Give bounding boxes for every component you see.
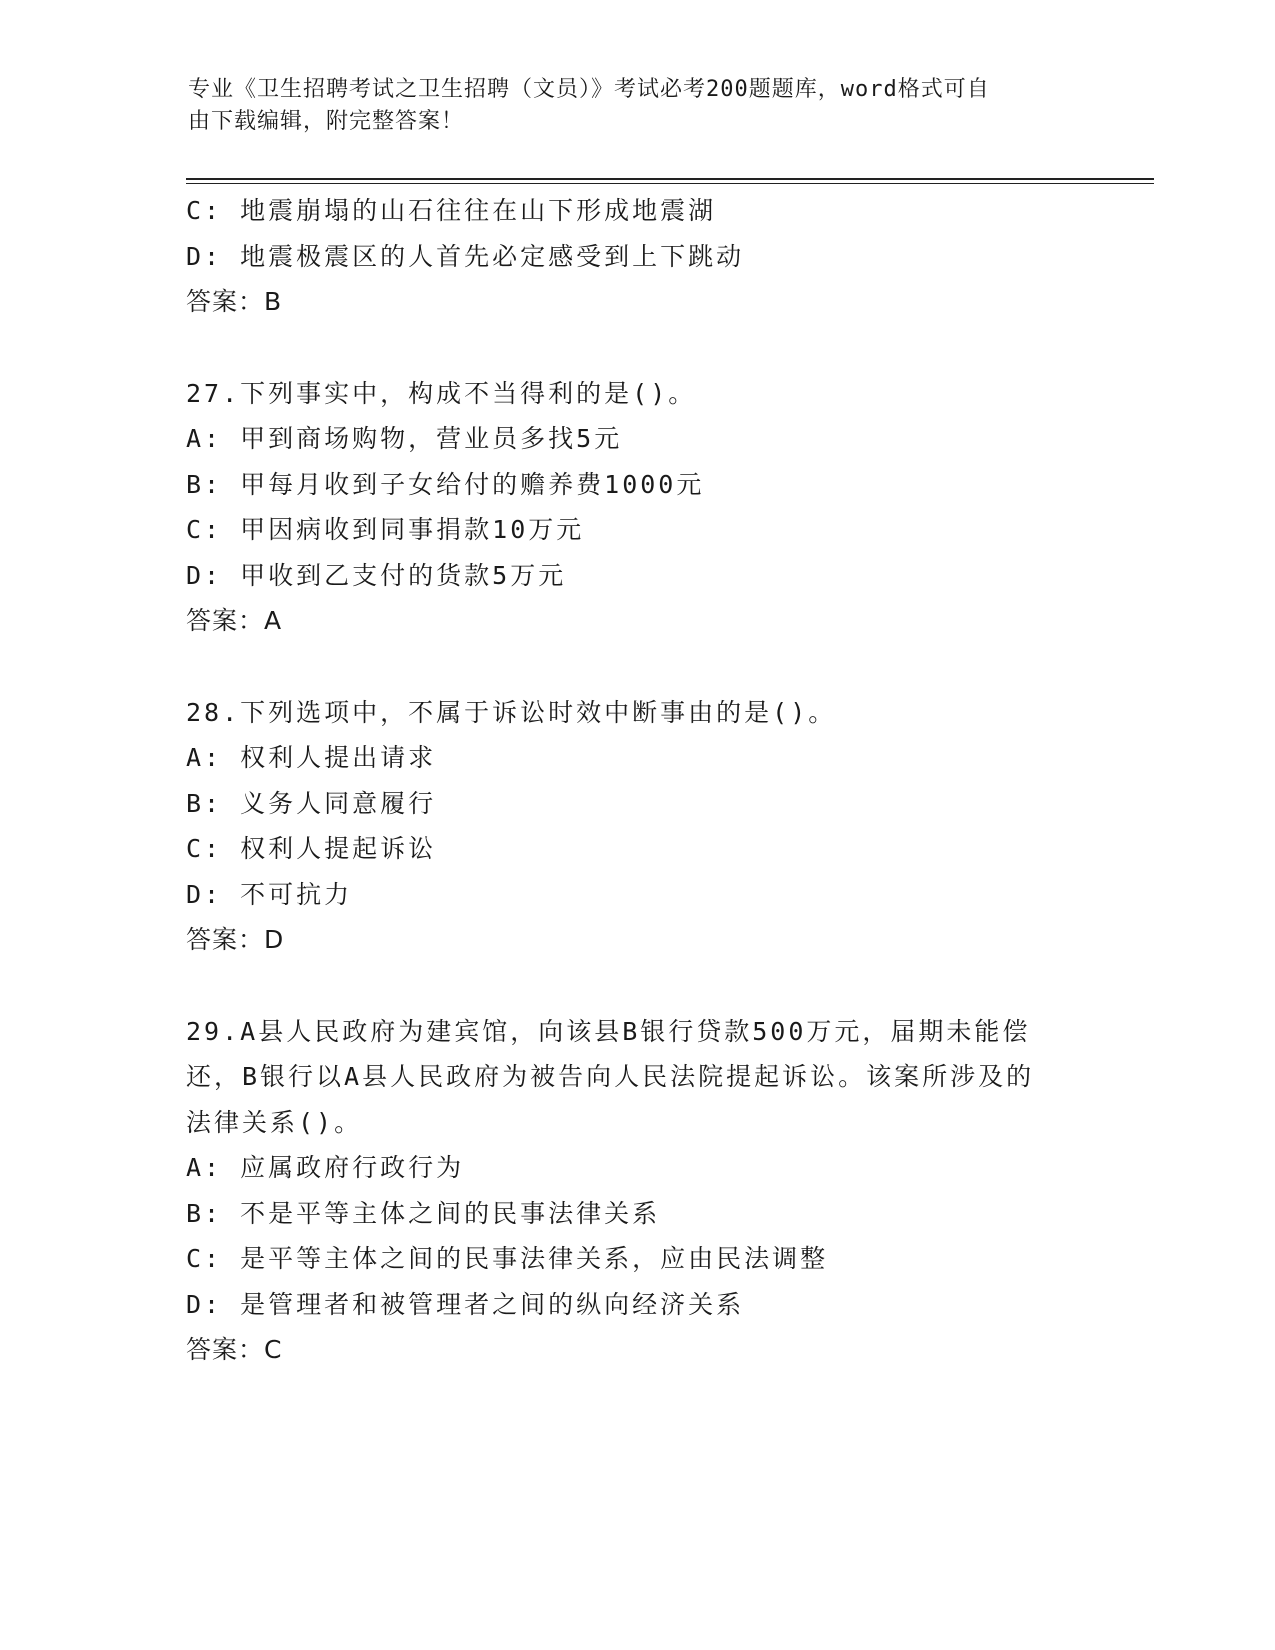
question-stem-line-2: 还，B银行以A县人民政府为被告向人民法院提起诉讼。该案所涉及的 bbox=[186, 1062, 1035, 1091]
question-stem: 27.下列事实中，构成不当得利的是()。 bbox=[186, 378, 697, 408]
document-header bbox=[188, 74, 1088, 138]
option-a: A: 权利人提出请求 bbox=[186, 743, 437, 772]
option-c: C: 地震崩塌的山石往往在山下形成地震湖 bbox=[186, 196, 717, 225]
answer-line: 答案：C bbox=[186, 1335, 283, 1364]
option-a: A: 应属政府行政行为 bbox=[186, 1153, 465, 1182]
header-divider-thick bbox=[186, 178, 1154, 180]
option-b: B: 甲每月收到子女给付的赡养费1000元 bbox=[186, 469, 705, 499]
option-c: C: 权利人提起诉讼 bbox=[186, 834, 437, 863]
option-d: D: 甲收到乙支付的货款5万元 bbox=[186, 560, 567, 590]
question-26-continued bbox=[186, 188, 1086, 325]
question-27 bbox=[186, 371, 1086, 644]
option-d: D: 地震极震区的人首先必定感受到上下跳动 bbox=[186, 241, 745, 271]
header-line-1: 专业《卫生招聘考试之卫生招聘（文员）》考试必考200题题库，word格式可自 bbox=[188, 77, 990, 102]
option-c: C: 是平等主体之间的民事法律关系，应由民法调整 bbox=[186, 1244, 829, 1273]
question-spacer bbox=[186, 325, 1086, 371]
question-stem-line-3: 法律关系()。 bbox=[186, 1107, 363, 1137]
answer-line: 答案：D bbox=[186, 925, 285, 954]
header-divider-thin bbox=[186, 183, 1154, 184]
option-b: B: 不是平等主体之间的民事法律关系 bbox=[186, 1198, 661, 1228]
document-body bbox=[186, 188, 1086, 1373]
question-stem-line-1: 29.A县人民政府为建宾馆，向该县B银行贷款500万元，届期未能偿 bbox=[186, 1016, 1031, 1046]
question-28 bbox=[186, 690, 1086, 963]
option-a: A: 甲到商场购物，营业员多找5元 bbox=[186, 424, 623, 453]
answer-line: 答案：A bbox=[186, 606, 283, 635]
header-line-2: 由下载编辑，附完整答案！ bbox=[188, 109, 465, 134]
option-c: C: 甲因病收到同事捐款10万元 bbox=[186, 515, 585, 544]
option-d: D: 是管理者和被管理者之间的纵向经济关系 bbox=[186, 1289, 745, 1319]
question-stem: 28.下列选项中，不属于诉讼时效中断事由的是()。 bbox=[186, 697, 837, 727]
answer-line: 答案：B bbox=[186, 287, 283, 316]
question-spacer bbox=[186, 644, 1086, 690]
question-spacer bbox=[186, 963, 1086, 1009]
question-29 bbox=[186, 1009, 1086, 1373]
option-b: B: 义务人同意履行 bbox=[186, 788, 437, 818]
option-d: D: 不可抗力 bbox=[186, 879, 353, 909]
